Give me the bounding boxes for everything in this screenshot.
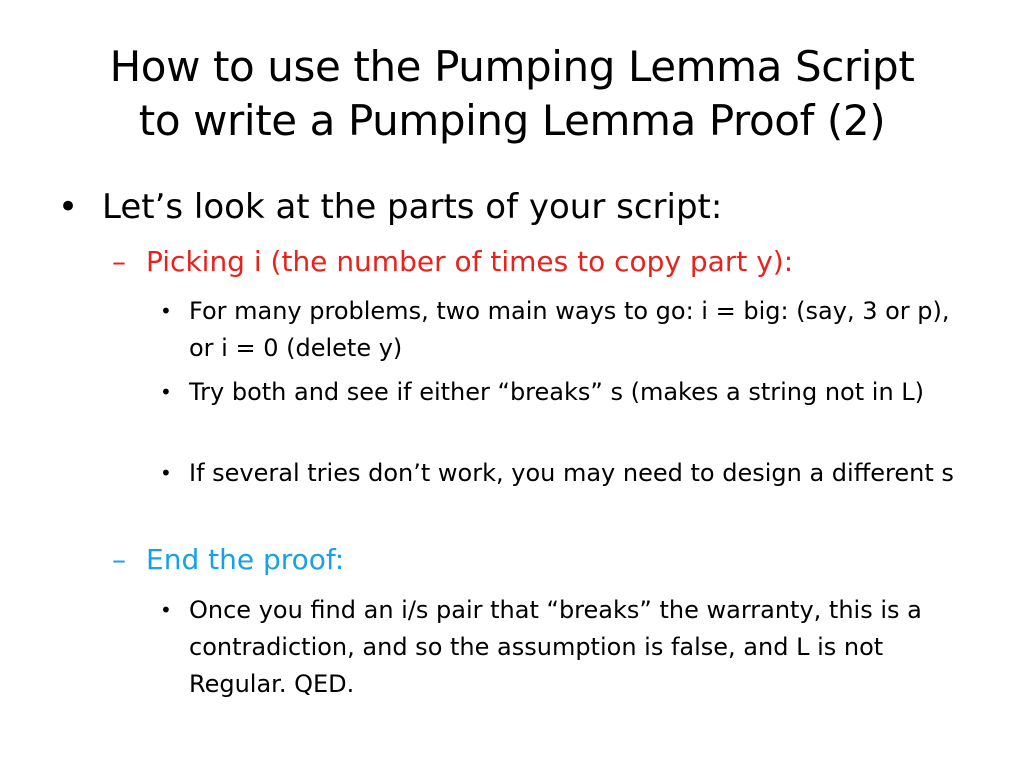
bullet-text: For many problems, two main ways to go: i = big: (say, 3 or p), or i = 0 (delete y)	[189, 297, 950, 362]
dash-marker: –	[112, 543, 126, 576]
slide-title	[40, 40, 984, 148]
slide-title-line-1: How to use the Pumping Lemma Script	[109, 42, 915, 91]
bullet-level3-item	[160, 455, 969, 492]
bullet-text: Picking i (the number of times to copy part y):	[146, 245, 794, 278]
bullet-marker: •	[160, 299, 172, 323]
bullet-marker: •	[160, 598, 172, 622]
bullet-marker: •	[58, 187, 79, 227]
slide-title-line-2: to write a Pumping Lemma Proof (2)	[138, 96, 886, 145]
bullet-level3-item	[160, 374, 969, 411]
bullet-text: If several tries don’t work, you may need to design a different s	[189, 459, 954, 487]
bullet-level3-item	[160, 592, 969, 703]
bullet-marker: •	[160, 461, 172, 485]
bullet-level2-item-picking-i	[112, 244, 986, 280]
bullet-level2-item-end-proof	[112, 542, 986, 578]
bullet-level3-item	[160, 293, 969, 367]
dash-marker: –	[112, 245, 126, 278]
bullet-text: Once you find an i/s pair that “breaks” the warranty, this is a contradiction, and so the assumption is false, and L is not Regular. QED.	[189, 596, 922, 698]
bullet-text: Let’s look at the parts of your script:	[102, 187, 723, 227]
bullet-text: End the proof:	[146, 543, 345, 576]
bullet-level1-item	[58, 185, 1002, 229]
bullet-marker: •	[160, 380, 172, 404]
bullet-text: Try both and see if either “breaks” s (makes a string not in L)	[189, 378, 925, 406]
